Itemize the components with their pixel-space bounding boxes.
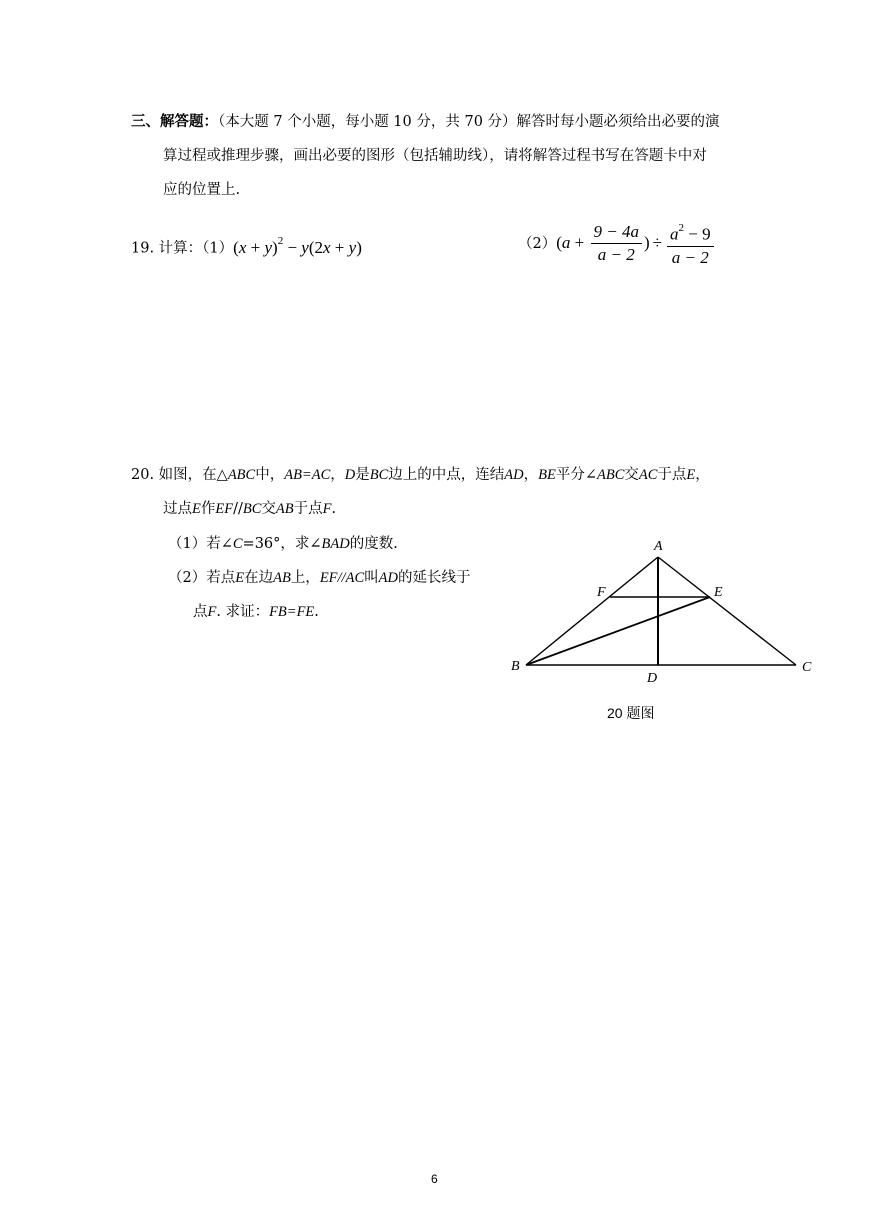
question-20-part1: （1）若∠C=36°，求∠BAD的度数. — [168, 536, 398, 552]
vertex-label-f: F — [597, 585, 606, 600]
figure-caption: 20 题图 — [607, 705, 655, 721]
question-number: 20. — [131, 467, 155, 483]
expression-2: (a + $\frac{9 - 4a}{a - 2}$ ) ÷ $\frac{a^2 - 9}{a - 2}$ — [556, 233, 715, 252]
vertex-label-d: D — [647, 671, 658, 686]
expression-1: $(x + y)^2 - y(2x + y)$ — [233, 235, 362, 257]
segment-ab — [526, 557, 658, 665]
question-19-part2 — [518, 220, 716, 268]
fraction-1: $\frac{9 - 4a}{a - 2}$ — [591, 222, 642, 265]
vertex-label-e: E — [714, 585, 723, 600]
question-number: 19. — [131, 240, 155, 257]
question-20-line2: 过点E作EF//BC交AB于点F. — [163, 501, 337, 517]
section-title: 三、解答题： — [131, 113, 218, 130]
part-label: （1） — [202, 240, 234, 257]
section-heading-line2: 算过程或推理步骤，画出必要的图形（包括辅助线），请将解答过程书写在答题卡中对 — [163, 148, 707, 164]
segment-be — [526, 597, 710, 665]
vertex-label-b: B — [511, 659, 520, 674]
question-20-line1: 20. 如图，在△ABC中，AB=AC，D是BC边上的中点，连结AD，BE平分∠ABC交AC于点E， — [131, 467, 710, 483]
section-instructions: （本大题 7 个小题，每小题 10 分，共 70 分）解答时每小题必须给出必要的演 — [218, 114, 720, 130]
vertex-label-c: C — [802, 660, 812, 675]
section-heading-line3: 应的位置上. — [163, 182, 241, 198]
section-heading-line1 — [131, 112, 720, 132]
question-19-line — [131, 233, 362, 259]
part-label: （2） — [518, 235, 557, 252]
fraction-2: $\frac{a^2 - 9}{a - 2}$ — [667, 220, 714, 268]
segment-ac — [658, 557, 796, 665]
question-intro: 计算： — [158, 240, 203, 257]
question-20-part2-cont: 点F. 求证：FB=FE. — [193, 604, 319, 620]
question-20-part2: （2）若点E在边AB上，EF//AC叫AD的延长线于 — [168, 570, 471, 586]
page-number: 6 — [431, 1172, 438, 1186]
vertex-label-a: A — [654, 539, 663, 554]
geometry-figure — [500, 530, 840, 700]
